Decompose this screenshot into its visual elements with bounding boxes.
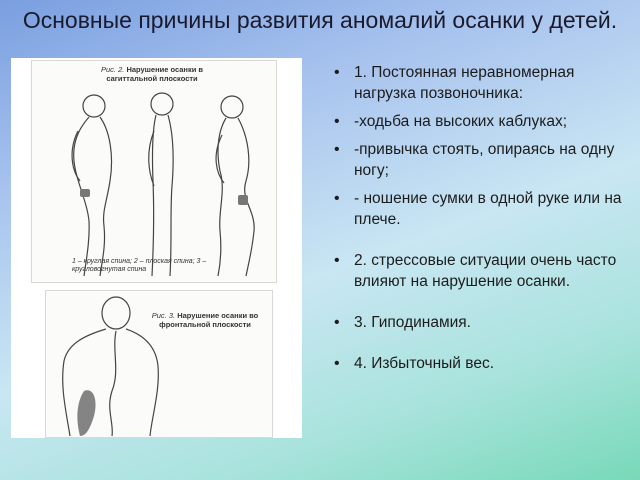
list-item: • 3. Гиподинамия. <box>330 312 630 333</box>
list-item: • -привычка стоять, опираясь на одну ногу; <box>330 139 630 181</box>
list-item: • - ношение сумки в одной руке или на плече. <box>330 188 630 230</box>
figure1-caption-title: Нарушение осанки в сагиттальной плоскости <box>106 65 204 83</box>
figure2-caption-title: Нарушение осанки во фронтальной плоскости <box>159 311 259 329</box>
list-item: • 2. стрессовые ситуации очень часто влияют на нарушение осанки. <box>330 250 630 292</box>
list-item: • 1. Постоянная неравномерная нагрузка позвоночника: <box>330 62 630 104</box>
causes-list <box>330 62 630 381</box>
figure2-caption-label: Рис. 3. <box>151 311 176 320</box>
figure1-note: 1 – круглая спина; 2 – плоская спина; 3 – кругловогнутая спина <box>72 258 207 273</box>
figure1-caption-label: Рис. 2. <box>100 65 125 74</box>
frontal-figure-drawing <box>46 291 272 437</box>
sagittal-figures-drawing <box>32 61 276 282</box>
sagittal-posture-figure <box>31 60 277 283</box>
slide-title: Основные причины развития аномалий осанки у детей. <box>22 7 618 33</box>
list-item: • -ходьба на высоких каблуках; <box>330 111 630 132</box>
frontal-posture-figure <box>45 290 273 438</box>
list-item: • 4. Избыточный вес. <box>330 353 630 374</box>
posture-illustration <box>11 58 302 438</box>
